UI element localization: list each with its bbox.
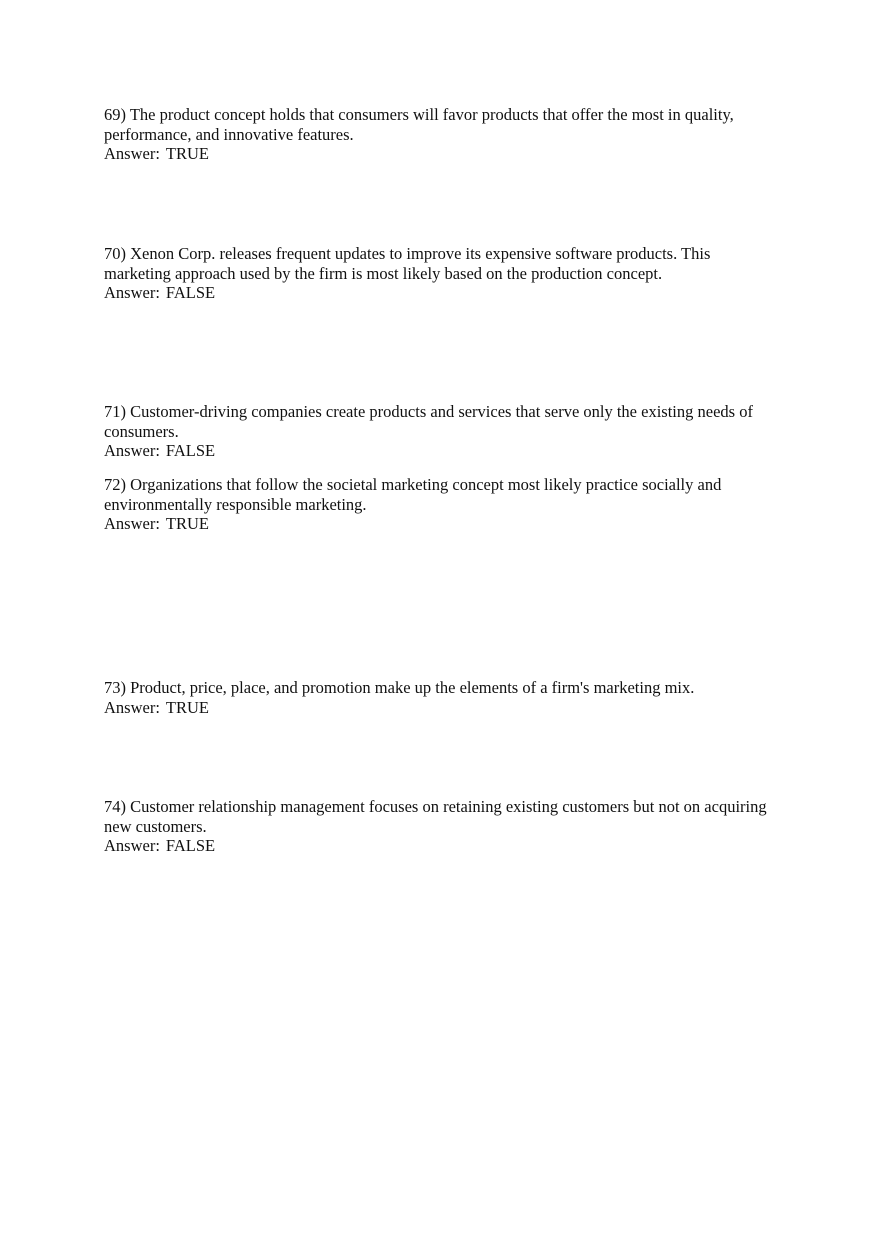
answer-line: [104, 514, 776, 534]
question-70: [104, 244, 776, 303]
question-text: 72) Organizations that follow the societal marketing concept most likely practice socially and environmentally responsible marketing.: [104, 475, 722, 514]
question-69: [104, 105, 776, 164]
answer-value: FALSE: [165, 836, 216, 855]
answer-label: Answer:: [104, 441, 160, 460]
question-text: 69) The product concept holds that consumers will favor products that offer the most in quality, performance, and innovative features.: [104, 105, 734, 144]
answer-line: [104, 144, 776, 164]
question-71: [104, 402, 776, 461]
answer-value: TRUE: [165, 697, 209, 717]
question-74: [104, 797, 776, 856]
answer-value: FALSE: [165, 441, 216, 460]
answer-line: [104, 836, 776, 856]
question-72: [104, 475, 776, 534]
answer-value: FALSE: [165, 283, 216, 302]
question-text: 73) Product, price, place, and promotion make up the elements of a firm's marketing mix.: [104, 678, 695, 697]
answer-label: Answer:: [104, 514, 160, 533]
question-text: 70) Xenon Corp. releases frequent updates to improve its expensive software products. This marketing approach used by the firm is most likely based on the production concept.: [104, 244, 711, 283]
answer-line: [104, 441, 776, 461]
answer-label: Answer:: [104, 283, 160, 302]
answer-label: Answer:: [104, 697, 160, 717]
answer-label: Answer:: [104, 836, 160, 855]
answer-label: Answer:: [104, 144, 160, 163]
answer-value: TRUE: [165, 514, 209, 533]
question-73: [104, 678, 776, 717]
question-text: 74) Customer relationship management focuses on retaining existing customers but not on acquiring new customers.: [104, 797, 767, 836]
answer-line: [104, 283, 776, 303]
question-text: 71) Customer-driving companies create products and services that serve only the existing needs of consumers.: [104, 402, 753, 441]
answer-line: [104, 698, 776, 718]
answer-value: TRUE: [165, 144, 209, 163]
